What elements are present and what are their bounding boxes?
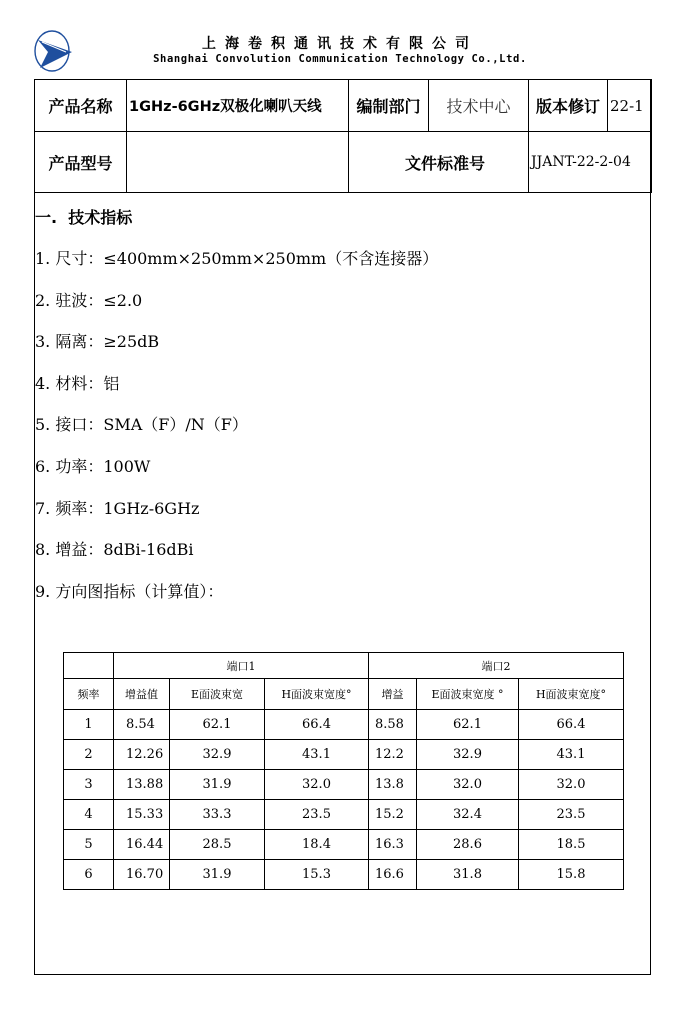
spec-interface: 5. 接口：SMA（F）/N（F） — [35, 415, 248, 434]
spec-size: 1. 尺寸：≤400mm×250mm×250mm（不含连接器） — [35, 249, 439, 268]
table-cell: 18.4 — [265, 830, 369, 860]
table-cell: 8.58 — [369, 710, 417, 740]
col-p2-gain: 增益 — [369, 679, 417, 710]
table-cell: 31.9 — [170, 770, 265, 800]
table-cell: 15.2 — [369, 800, 417, 830]
table-cell: 62.1 — [170, 710, 265, 740]
model-label: 产品型号 — [35, 132, 127, 193]
col-p2-h-beamwidth: H面波束宽度° — [519, 679, 624, 710]
spec-power: 6. 功率：100W — [35, 457, 151, 476]
table-cell: 5 — [64, 830, 114, 860]
table-cell: 8.54 — [114, 710, 170, 740]
model-value — [127, 132, 349, 193]
table-cell: 66.4 — [519, 710, 624, 740]
table-cell: 4 — [64, 800, 114, 830]
table-row — [64, 710, 624, 740]
table-cell: 13.88 — [114, 770, 170, 800]
table-cell: 32.9 — [170, 740, 265, 770]
document-header — [0, 0, 685, 80]
table-cell: 16.3 — [369, 830, 417, 860]
table-cell: 1 — [64, 710, 114, 740]
table-row — [64, 800, 624, 830]
spec-frequency: 7. 频率：1GHz-6GHz — [35, 499, 200, 518]
table-cell: 28.5 — [170, 830, 265, 860]
table-cell: 32.0 — [519, 770, 624, 800]
section-title: 一. 技术指标 — [35, 208, 133, 227]
table-cell: 12.26 — [114, 740, 170, 770]
table-cell: 13.8 — [369, 770, 417, 800]
table-cell: 16.70 — [114, 860, 170, 890]
spec-vswr: 2. 驻波：≤2.0 — [35, 291, 143, 310]
table-cell: 12.2 — [369, 740, 417, 770]
table-cell: 18.5 — [519, 830, 624, 860]
table-cell: 15.33 — [114, 800, 170, 830]
spec-isolation: 3. 隔离：≥25dB — [35, 332, 160, 351]
table-cell: 15.8 — [519, 860, 624, 890]
col-p2-e-beamwidth: E面波束宽度 ° — [417, 679, 519, 710]
spec-pattern: 9. 方向图指标（计算值）： — [35, 582, 224, 601]
table-cell: 32.9 — [417, 740, 519, 770]
table-row — [64, 860, 624, 890]
table-cell: 43.1 — [265, 740, 369, 770]
corner-cell — [64, 653, 114, 679]
table-row — [64, 740, 624, 770]
table-cell: 16.44 — [114, 830, 170, 860]
port1-header: 端口1 — [114, 653, 369, 679]
table-cell: 23.5 — [519, 800, 624, 830]
spec-material: 4. 材料：铝 — [35, 374, 120, 393]
product-name-label: 产品名称 — [35, 80, 127, 132]
table-cell: 66.4 — [265, 710, 369, 740]
table-cell: 32.0 — [265, 770, 369, 800]
col-p1-gain: 增益值 — [114, 679, 170, 710]
table-cell: 32.4 — [417, 800, 519, 830]
table-cell: 62.1 — [417, 710, 519, 740]
dept-value: 技术中心 — [429, 80, 529, 132]
spec-gain: 8. 增益：8dBi-16dBi — [35, 540, 194, 559]
table-cell: 3 — [64, 770, 114, 800]
product-name-value: 1GHz-6GHz双极化喇叭天线 — [127, 80, 349, 132]
product-info-table — [34, 79, 652, 193]
table-cell: 16.6 — [369, 860, 417, 890]
col-p1-e-beamwidth: E面波束宽 — [170, 679, 265, 710]
revision-label: 版本修订 — [529, 80, 608, 132]
table-cell: 33.3 — [170, 800, 265, 830]
port2-header: 端口2 — [369, 653, 624, 679]
table-row — [64, 830, 624, 860]
table-cell: 23.5 — [265, 800, 369, 830]
company-name-cn: 上海卷积通讯技术有限公司 — [202, 36, 478, 52]
revision-value: 22-1 — [608, 80, 652, 132]
std-label: 文件标准号 — [349, 132, 529, 193]
table-row — [64, 770, 624, 800]
table-cell: 43.1 — [519, 740, 624, 770]
table-cell: 15.3 — [265, 860, 369, 890]
table-cell: 28.6 — [417, 830, 519, 860]
company-logo-icon — [32, 28, 74, 74]
dept-label: 编制部门 — [349, 80, 429, 132]
table-cell: 6 — [64, 860, 114, 890]
company-name-en: Shanghai Convolution Communication Technology Co.,Ltd. — [153, 53, 527, 65]
table-cell: 2 — [64, 740, 114, 770]
col-freq: 频率 — [64, 679, 114, 710]
table-cell: 32.0 — [417, 770, 519, 800]
table-cell: 31.8 — [417, 860, 519, 890]
pattern-table — [63, 652, 624, 890]
std-value: JJANT-22-2-04 — [529, 132, 652, 193]
col-p1-h-beamwidth: H面波束宽度° — [265, 679, 369, 710]
table-cell: 31.9 — [170, 860, 265, 890]
